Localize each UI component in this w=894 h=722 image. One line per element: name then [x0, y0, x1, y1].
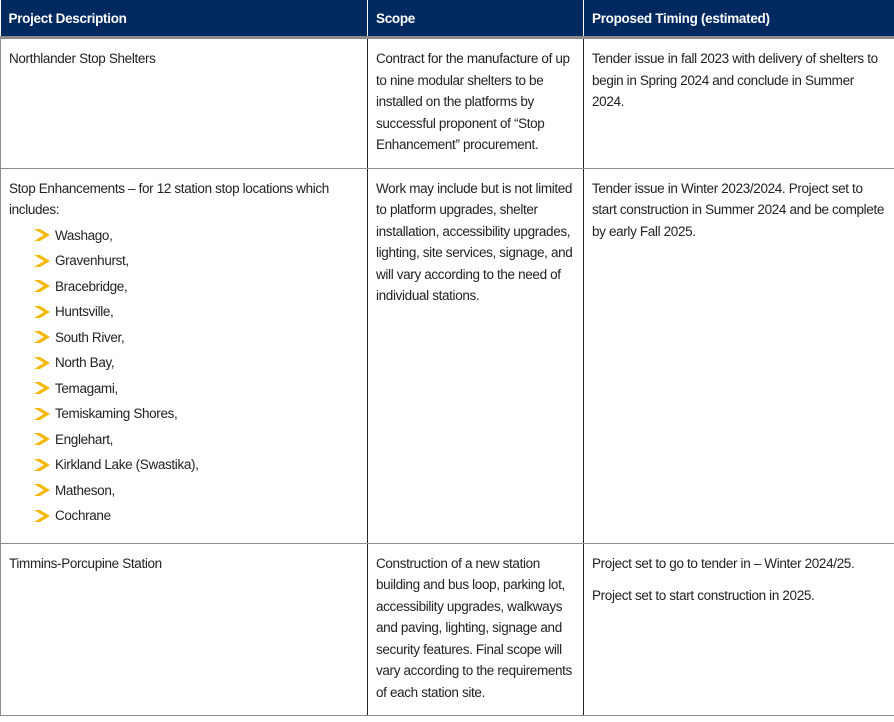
chevron-right-icon: [34, 484, 50, 496]
stop-name: Temagami,: [55, 380, 118, 396]
stop-list-item: [34, 401, 359, 427]
timing-text: Tender issue in Winter 2023/2024. Project set to start construction in Summer 2024 and be complete by early Fall 2025.: [592, 180, 885, 239]
stop-list-item: [34, 223, 359, 249]
stop-name: North Bay,: [55, 355, 115, 370]
stop-list-item: [34, 427, 359, 453]
project-scope: Contract for the manufacture of up to nine modular shelters to be installed on the platforms by successful proponent of “Stop Enhancement” procurement.: [368, 38, 584, 169]
stop-list-item: [34, 248, 359, 274]
stop-list-item: [34, 503, 359, 529]
project-timing: [584, 168, 894, 543]
chevron-right-icon: [34, 510, 50, 522]
stop-name: Bracebridge,: [55, 278, 128, 294]
chevron-right-icon: [34, 229, 50, 241]
stop-name: Matheson,: [55, 482, 115, 498]
chevron-right-icon: [34, 382, 50, 394]
chevron-right-icon: [34, 331, 50, 343]
table-row: [1, 38, 894, 169]
stop-name: Gravenhurst,: [55, 253, 129, 268]
timing-text: Project set to start construction in 2025.: [592, 588, 815, 603]
stop-list-item: [34, 299, 359, 325]
project-timing: [584, 543, 894, 716]
stop-list-item: [34, 452, 359, 478]
table-row: [1, 168, 894, 543]
timing-text: Project set to go to tender in – Winter 2024/25.: [592, 555, 855, 571]
project-description: [1, 168, 368, 543]
project-timing: [584, 38, 894, 169]
chevron-right-icon: [34, 255, 50, 267]
project-description: Timmins-Porcupine Station: [1, 543, 368, 716]
chevron-right-icon: [34, 306, 50, 318]
chevron-right-icon: [34, 459, 50, 471]
stop-name: Huntsville,: [55, 304, 114, 319]
header-project-description: Project Description: [1, 0, 368, 38]
timing-text: Tender issue in fall 2023 with delivery of shelters to begin in Spring 2024 and conclude in Summer 2024.: [592, 51, 878, 109]
header-scope: Scope: [368, 0, 584, 38]
stop-list: [9, 223, 359, 529]
description-text: Stop Enhancements – for 12 station stop locations which includes:: [9, 180, 329, 217]
stop-name: Washago,: [55, 227, 113, 243]
stop-list-item: [34, 274, 359, 300]
header-proposed-timing: Proposed Timing (estimated): [584, 0, 894, 38]
chevron-right-icon: [34, 433, 50, 445]
project-scope: Construction of a new station building and bus loop, parking lot, accessibility upgrades, walkways and paving, lighting, signage and security features. Final scope will vary according to the requirements of each station site.: [368, 543, 584, 716]
chevron-right-icon: [34, 408, 50, 420]
stop-list-item: [34, 376, 359, 402]
stop-name: Englehart,: [55, 431, 114, 447]
stop-list-item: [34, 478, 359, 504]
chevron-right-icon: [34, 357, 50, 369]
project-description: Northlander Stop Shelters: [1, 38, 368, 169]
stop-name: Cochrane: [55, 508, 111, 523]
stop-list-item: [34, 325, 359, 351]
project-scope: Work may include but is not limited to platform upgrades, shelter installation, accessibility upgrades, lighting, site services, signage, and will vary according to the need of individual stations.: [368, 168, 584, 543]
stop-name: South River,: [55, 329, 125, 345]
table-row: [1, 543, 894, 716]
stop-name: Kirkland Lake (Swastika),: [55, 457, 199, 472]
stop-name: Temiskaming Shores,: [55, 406, 178, 421]
stop-list-item: [34, 350, 359, 376]
chevron-right-icon: [34, 280, 50, 292]
header-row: [1, 0, 894, 38]
